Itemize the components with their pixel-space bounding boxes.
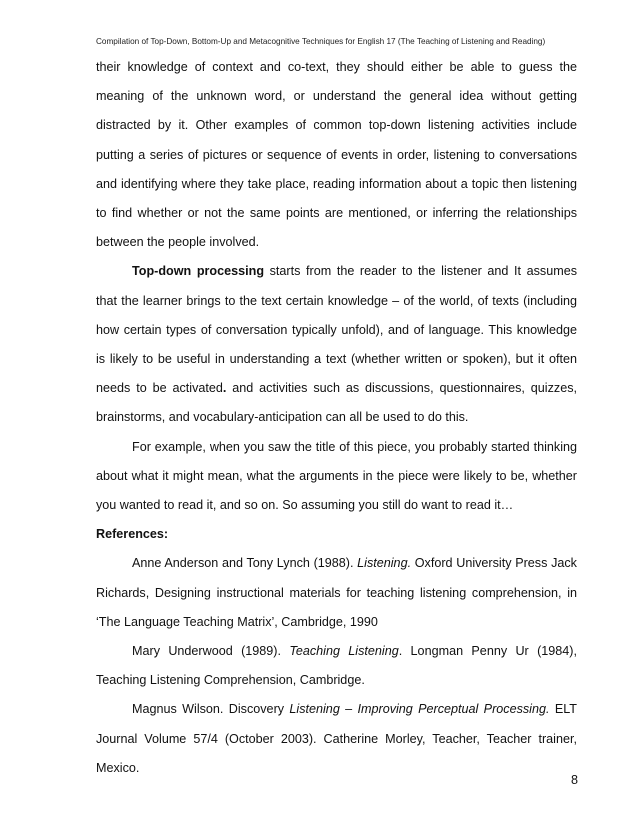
reference-text: Anne Anderson and Tony Lynch (1988). bbox=[132, 556, 358, 571]
reference-title: Teaching Listening bbox=[289, 644, 399, 659]
reference-title: Listening. bbox=[357, 556, 412, 571]
reference-text: . Longman Penny Ur (1984), Teaching Listening Comprehension, Cambridge. bbox=[96, 644, 577, 688]
page-number: 8 bbox=[570, 773, 578, 787]
term-top-down-processing: Top-down processing bbox=[132, 264, 265, 279]
references-heading: References: bbox=[96, 527, 169, 542]
reference-wilson bbox=[96, 695, 577, 783]
paragraph-top-down-processing bbox=[96, 257, 577, 432]
paragraph-top-down-examples: their knowledge of context and co-text, they should either be able to guess the meaning of the unknown word, or understand the general idea without getting distracted by it. Other examples of common top-down listening activities include putting a series of pictures or sequence of events in order, listening to conversations and identifying where they take place, reading information about a topic then listening to find whether or not the same points are mentioned, or inferring the relationships between the people involved. bbox=[96, 60, 577, 250]
bold-period: . bbox=[222, 381, 227, 396]
reference-anderson-lynch bbox=[96, 549, 577, 637]
reference-text: Magnus Wilson. Discovery bbox=[132, 702, 290, 717]
reference-text: Mary Underwood (1989). bbox=[132, 644, 290, 659]
reference-text: ELT Journal Volume 57/4 (October 2003). Catherine Morley, Teacher, Teacher trainer, Mexico. bbox=[96, 702, 578, 775]
paragraph-text: and activities such as discussions, questionnaires, quizzes, brainstorms, and vocabulary-anticipation can all be used to do this. bbox=[96, 381, 577, 425]
reference-text: Oxford University Press Jack Richards, Designing instructional materials for teaching listening comprehension, in ‘The Language Teaching Matrix’, Cambridge, 1990 bbox=[96, 556, 577, 629]
running-header: Compilation of Top-Down, Bottom-Up and Metacognitive Techniques for English 17 (The Teaching of Listening and Reading) bbox=[96, 37, 546, 46]
page-body bbox=[96, 53, 577, 783]
paragraph-example: For example, when you saw the title of this piece, you probably started thinking about what it might mean, what the arguments in the piece were likely to be, whether you wanted to read it, and so on. So assuming you still do want to read it… bbox=[96, 439, 577, 513]
paragraph-text: starts from the reader to the listener and It assumes that the learner brings to the text certain knowledge – of the world, of texts (including how certain types of conversation typically unfold), and of language. This knowledge is likely to be useful in understanding a text (whether written or spoken), but it often needs to be activated bbox=[96, 264, 577, 396]
reference-title: Listening – Improving Perceptual Processing. bbox=[289, 702, 550, 717]
reference-underwood-ur bbox=[96, 637, 577, 695]
